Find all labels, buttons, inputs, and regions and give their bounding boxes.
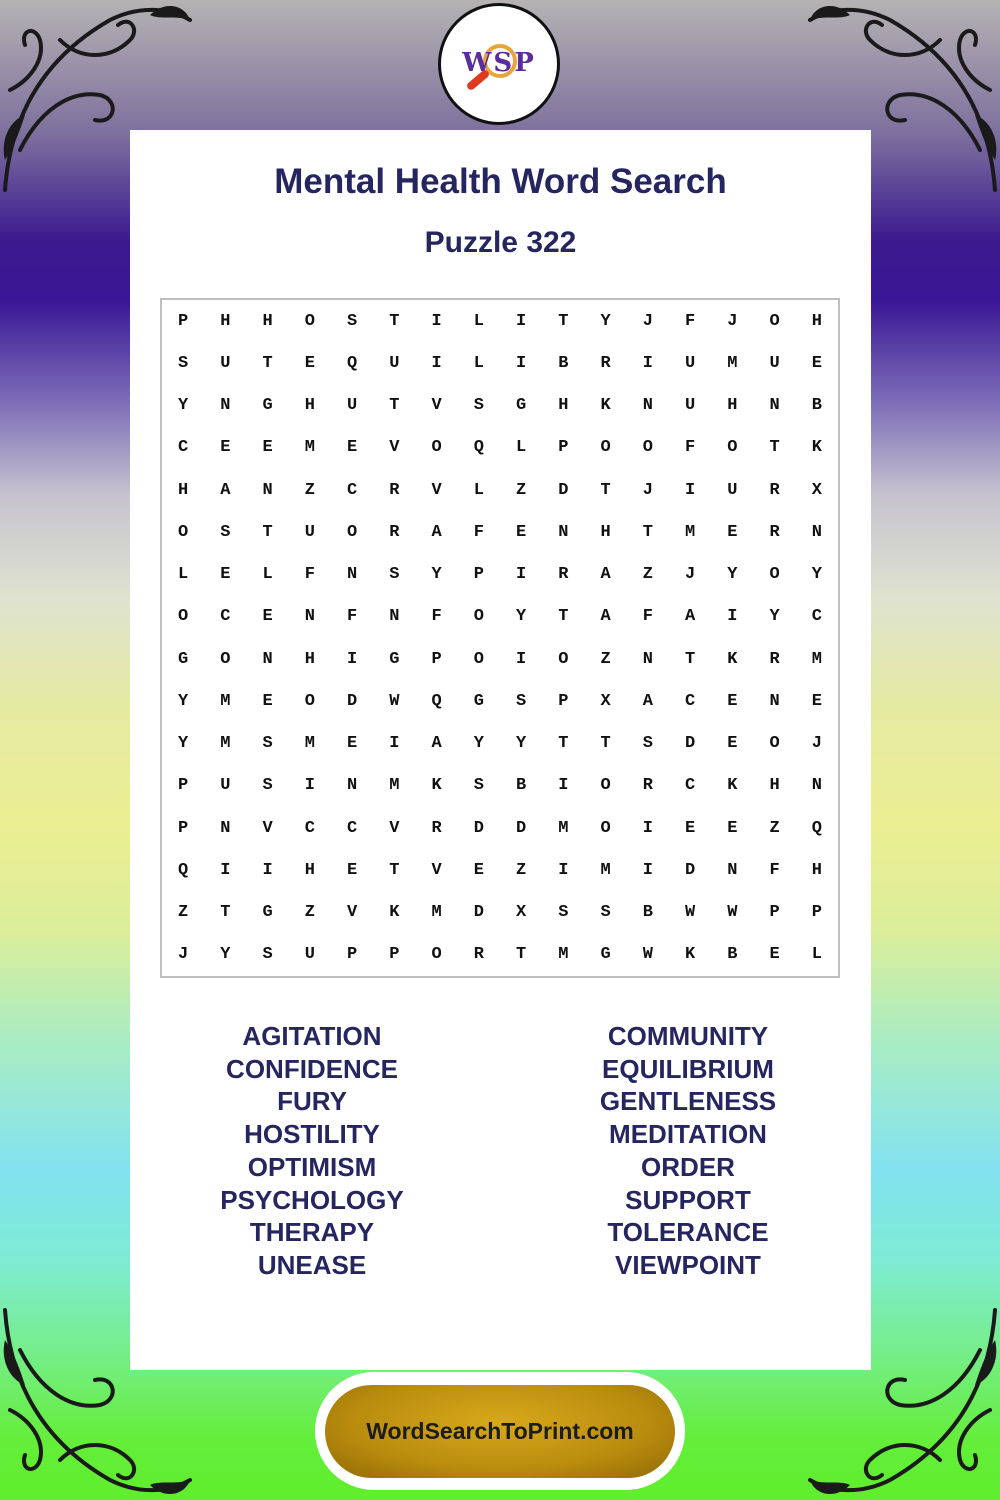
grid-cell[interactable]: J <box>811 734 822 754</box>
grid-cell[interactable]: P <box>347 945 358 965</box>
grid-cell[interactable]: U <box>769 353 780 373</box>
grid-cell[interactable]: U <box>304 522 315 542</box>
word-list-item: VIEWPOINT <box>615 1249 761 1280</box>
grid-cell[interactable]: W <box>727 903 738 923</box>
grid-cell[interactable]: P <box>178 818 189 838</box>
grid-cell[interactable]: G <box>178 649 189 669</box>
grid-cell[interactable]: E <box>727 522 738 542</box>
word-list-item: UNEASE <box>257 1249 367 1280</box>
grid-cell[interactable]: O <box>727 438 738 458</box>
grid-cell[interactable]: H <box>262 311 273 331</box>
grid-cell[interactable]: E <box>347 438 358 458</box>
grid-cell[interactable]: R <box>389 480 400 500</box>
grid-cell[interactable]: O <box>431 438 442 458</box>
word-list-item: MEDITATION <box>609 1119 767 1150</box>
grid-cell[interactable]: B <box>811 396 822 416</box>
grid-cell[interactable]: Q <box>178 860 189 880</box>
grid-cell[interactable]: F <box>769 860 780 880</box>
grid-cell[interactable]: Z <box>178 903 189 923</box>
grid-cell[interactable]: N <box>769 691 780 711</box>
grid-cell[interactable]: S <box>220 522 231 542</box>
grid-cell[interactable]: F <box>347 607 358 627</box>
grid-cell[interactable]: E <box>220 438 231 458</box>
grid-cell[interactable]: V <box>389 818 400 838</box>
grid-cell[interactable]: M <box>220 734 231 754</box>
grid-cell[interactable]: H <box>811 311 822 331</box>
grid-cell[interactable]: L <box>473 311 484 331</box>
grid-cell[interactable]: L <box>178 565 189 585</box>
word-list-item: AGITATION <box>242 1021 382 1051</box>
word-list-item: FURY <box>277 1086 347 1117</box>
grid-cell[interactable]: Q <box>811 818 822 838</box>
grid-cell[interactable]: H <box>178 480 189 500</box>
grid-cell[interactable]: Z <box>642 565 653 585</box>
grid-cell[interactable]: I <box>220 860 231 880</box>
grid-cell[interactable]: T <box>389 396 400 416</box>
grid-cell[interactable]: O <box>304 311 315 331</box>
grid-cell[interactable]: O <box>600 818 611 838</box>
grid-cell[interactable]: J <box>178 945 189 965</box>
grid-cell[interactable]: S <box>516 691 527 711</box>
grid-cell[interactable]: S <box>262 734 273 754</box>
grid-cell[interactable]: V <box>262 818 273 838</box>
grid-cell[interactable]: M <box>685 522 696 542</box>
grid-cell[interactable]: H <box>304 396 315 416</box>
grid-cell[interactable]: I <box>642 860 653 880</box>
grid-cell[interactable]: D <box>473 903 484 923</box>
grid-cell[interactable]: J <box>685 565 696 585</box>
grid-cell[interactable]: T <box>262 522 273 542</box>
grid-cell[interactable]: K <box>600 396 611 416</box>
grid-cell[interactable]: Z <box>516 480 527 500</box>
grid-cell[interactable]: O <box>473 607 484 627</box>
grid-cell[interactable]: H <box>304 860 315 880</box>
grid-cell[interactable]: T <box>558 311 569 331</box>
grid-cell[interactable]: Q <box>347 353 358 373</box>
grid-cell[interactable]: C <box>220 607 231 627</box>
grid-cell[interactable]: O <box>769 311 780 331</box>
grid-cell[interactable]: E <box>769 945 780 965</box>
grid-cell[interactable]: I <box>431 353 442 373</box>
grid-cell[interactable]: M <box>304 734 315 754</box>
grid-cell[interactable]: O <box>178 607 189 627</box>
grid-cell[interactable]: T <box>558 607 569 627</box>
grid-cell[interactable]: E <box>727 691 738 711</box>
grid-cell[interactable]: S <box>473 396 484 416</box>
grid-cell[interactable]: A <box>220 480 231 500</box>
grid-cell[interactable]: C <box>811 607 822 627</box>
grid-cell[interactable]: I <box>516 311 527 331</box>
grid-cell[interactable]: B <box>516 776 527 796</box>
word-search-grid[interactable] <box>160 298 840 978</box>
grid-cell[interactable]: Z <box>516 860 527 880</box>
grid-cell[interactable]: O <box>431 945 442 965</box>
word-list-left <box>162 1020 462 1282</box>
grid-cell[interactable]: U <box>304 945 315 965</box>
grid-cell[interactable]: O <box>642 438 653 458</box>
grid-cell[interactable]: R <box>389 522 400 542</box>
grid-cell[interactable]: T <box>642 522 653 542</box>
grid-cell[interactable]: M <box>431 903 442 923</box>
grid-cell[interactable]: M <box>558 945 569 965</box>
grid-cell[interactable]: N <box>262 480 273 500</box>
grid-cell[interactable]: U <box>220 776 231 796</box>
grid-cell[interactable]: Y <box>178 734 189 754</box>
grid-cell[interactable]: S <box>600 903 611 923</box>
grid-cell[interactable]: G <box>262 903 273 923</box>
grid-cell[interactable]: M <box>600 860 611 880</box>
grid-cell[interactable]: F <box>642 607 653 627</box>
grid-cell[interactable]: I <box>516 353 527 373</box>
grid-cell[interactable]: S <box>178 353 189 373</box>
grid-cell[interactable]: I <box>516 649 527 669</box>
grid-cell[interactable]: S <box>558 903 569 923</box>
grid-cell[interactable]: N <box>220 396 231 416</box>
puzzle-number: Puzzle 322 <box>424 226 577 259</box>
grid-cell[interactable]: S <box>473 776 484 796</box>
grid-cell[interactable]: F <box>685 311 696 331</box>
grid-cell[interactable]: N <box>220 818 231 838</box>
grid-cell[interactable]: D <box>516 818 527 838</box>
grid-cell[interactable]: X <box>811 480 822 500</box>
grid-cell[interactable]: L <box>473 353 484 373</box>
word-list-item: CONFIDENCE <box>226 1053 398 1084</box>
grid-cell[interactable]: O <box>769 734 780 754</box>
grid-cell[interactable]: Z <box>769 818 780 838</box>
grid-cell[interactable]: Y <box>178 396 189 416</box>
grid-cell[interactable]: R <box>769 522 780 542</box>
grid-cell[interactable]: P <box>178 311 189 331</box>
grid-cell[interactable]: R <box>600 353 611 373</box>
grid-cell[interactable]: P <box>558 691 569 711</box>
grid-cell[interactable]: E <box>473 860 484 880</box>
grid-cell[interactable]: H <box>727 396 738 416</box>
grid-cell[interactable]: T <box>769 438 780 458</box>
grid-cell[interactable]: I <box>304 776 315 796</box>
grid-cell[interactable]: M <box>727 353 738 373</box>
word-list-right <box>538 1020 838 1282</box>
grid-cell[interactable]: Y <box>811 565 822 585</box>
grid-cell[interactable]: C <box>304 818 315 838</box>
grid-cell[interactable]: Y <box>516 734 527 754</box>
grid-cell[interactable]: O <box>558 649 569 669</box>
grid-cell[interactable]: P <box>389 945 400 965</box>
grid-cell[interactable]: K <box>431 776 442 796</box>
grid-cell[interactable]: R <box>642 776 653 796</box>
grid-cell[interactable]: M <box>304 438 315 458</box>
grid-cell[interactable]: D <box>685 734 696 754</box>
grid-cell[interactable]: P <box>811 903 822 923</box>
grid-cell[interactable]: W <box>685 903 696 923</box>
grid-cell[interactable]: K <box>685 945 696 965</box>
grid-cell[interactable]: P <box>431 649 442 669</box>
grid-cell[interactable]: E <box>262 607 273 627</box>
grid-cell[interactable]: S <box>347 311 358 331</box>
grid-cell[interactable]: E <box>262 691 273 711</box>
grid-cell[interactable]: P <box>769 903 780 923</box>
grid-cell[interactable]: E <box>347 734 358 754</box>
grid-cell[interactable]: V <box>431 860 442 880</box>
grid-cell[interactable]: P <box>558 438 569 458</box>
grid-cell[interactable]: E <box>727 734 738 754</box>
grid-cell[interactable]: I <box>431 311 442 331</box>
grid-cell[interactable]: G <box>516 396 527 416</box>
grid-cell[interactable]: O <box>304 691 315 711</box>
grid-cell[interactable]: T <box>220 903 231 923</box>
grid-cell[interactable]: N <box>642 649 653 669</box>
word-list-item: TOLERANCE <box>607 1217 769 1248</box>
grid-cell[interactable]: A <box>431 734 442 754</box>
grid-cell[interactable]: E <box>685 818 696 838</box>
grid-cell[interactable]: I <box>685 480 696 500</box>
grid-cell[interactable]: O <box>347 522 358 542</box>
grid-cell[interactable]: T <box>600 734 611 754</box>
grid-cell[interactable]: D <box>558 480 569 500</box>
grid-cell[interactable]: I <box>347 649 358 669</box>
grid-cell[interactable]: I <box>389 734 400 754</box>
grid-cell[interactable]: S <box>262 945 273 965</box>
grid-cell[interactable]: Z <box>304 480 315 500</box>
grid-cell[interactable]: N <box>811 776 822 796</box>
grid-cell[interactable]: B <box>727 945 738 965</box>
grid-cell[interactable]: L <box>262 565 273 585</box>
grid-cell[interactable]: T <box>389 311 400 331</box>
grid-cell[interactable]: C <box>685 776 696 796</box>
grid-cell[interactable]: X <box>600 691 611 711</box>
grid-cell[interactable]: Y <box>178 691 189 711</box>
grid-cell[interactable]: Y <box>431 565 442 585</box>
grid-cell[interactable]: W <box>642 945 653 965</box>
footer-site-link[interactable]: WordSearchToPrint.com <box>325 1385 675 1478</box>
word-list-item: PSYCHOLOGY <box>220 1184 404 1215</box>
grid-cell[interactable]: X <box>516 903 527 923</box>
grid-cell[interactable]: G <box>262 396 273 416</box>
grid-cell[interactable]: R <box>769 649 780 669</box>
grid-cell[interactable]: M <box>220 691 231 711</box>
grid-cell[interactable]: N <box>769 396 780 416</box>
grid-cell[interactable]: N <box>262 649 273 669</box>
grid-cell[interactable]: Y <box>516 607 527 627</box>
grid-cell[interactable]: T <box>600 480 611 500</box>
grid-cell[interactable]: U <box>727 480 738 500</box>
word-list-item: HOSTILITY <box>244 1119 380 1150</box>
grid-cell[interactable]: L <box>811 945 822 965</box>
grid-cell[interactable]: J <box>642 311 653 331</box>
grid-cell[interactable]: E <box>811 691 822 711</box>
grid-cell[interactable]: C <box>347 480 358 500</box>
grid-cell[interactable]: R <box>431 818 442 838</box>
grid-cell[interactable]: O <box>600 438 611 458</box>
grid-cell[interactable]: I <box>642 818 653 838</box>
grid-cell[interactable]: L <box>516 438 527 458</box>
grid-cell[interactable]: E <box>727 818 738 838</box>
grid-cell[interactable]: E <box>262 438 273 458</box>
grid-cell[interactable]: S <box>642 734 653 754</box>
grid-cell[interactable]: N <box>347 565 358 585</box>
grid-cell[interactable]: R <box>769 480 780 500</box>
grid-cell[interactable]: U <box>685 353 696 373</box>
grid-cell[interactable]: D <box>685 860 696 880</box>
grid-cell[interactable]: T <box>389 860 400 880</box>
grid-cell[interactable]: G <box>473 691 484 711</box>
grid-cell[interactable]: U <box>220 353 231 373</box>
grid-cell[interactable]: V <box>431 396 442 416</box>
grid-cell[interactable]: H <box>304 649 315 669</box>
grid-cell[interactable]: J <box>642 480 653 500</box>
grid-cell[interactable]: F <box>473 522 484 542</box>
grid-cell[interactable]: I <box>642 353 653 373</box>
grid-cell[interactable]: F <box>304 565 315 585</box>
grid-cell[interactable]: A <box>642 691 653 711</box>
grid-cell[interactable]: M <box>558 818 569 838</box>
grid-cell[interactable]: I <box>558 860 569 880</box>
grid-cell[interactable]: E <box>220 565 231 585</box>
grid-cell[interactable]: N <box>558 522 569 542</box>
grid-cell[interactable]: B <box>558 353 569 373</box>
grid-cell[interactable]: G <box>600 945 611 965</box>
grid-cell[interactable]: T <box>685 649 696 669</box>
grid-cell[interactable]: H <box>769 776 780 796</box>
grid-cell[interactable]: V <box>389 438 400 458</box>
grid-cell[interactable]: F <box>685 438 696 458</box>
word-list-item: SUPPORT <box>625 1184 751 1215</box>
grid-cell[interactable]: E <box>304 353 315 373</box>
grid-cell[interactable]: I <box>262 860 273 880</box>
grid-cell[interactable]: R <box>473 945 484 965</box>
grid-cell[interactable]: F <box>431 607 442 627</box>
grid-cell[interactable]: C <box>685 691 696 711</box>
grid-cell[interactable]: H <box>220 311 231 331</box>
grid-cell[interactable]: C <box>347 818 358 838</box>
grid-cell[interactable]: L <box>473 480 484 500</box>
grid-cell[interactable]: T <box>558 734 569 754</box>
grid-cell[interactable]: U <box>685 396 696 416</box>
grid-cell[interactable]: P <box>178 776 189 796</box>
grid-cell[interactable]: P <box>473 565 484 585</box>
grid-cell[interactable]: M <box>389 776 400 796</box>
grid-cell[interactable]: G <box>389 649 400 669</box>
word-list-item: COMMUNITY <box>607 1021 769 1051</box>
grid-cell[interactable]: I <box>516 565 527 585</box>
grid-cell[interactable]: Z <box>304 903 315 923</box>
grid-cell[interactable]: I <box>727 607 738 627</box>
grid-cell[interactable]: O <box>178 522 189 542</box>
grid-cell[interactable]: A <box>685 607 696 627</box>
grid-cell[interactable]: S <box>262 776 273 796</box>
grid-cell[interactable]: Y <box>727 565 738 585</box>
grid-cell[interactable]: O <box>769 565 780 585</box>
grid-cell[interactable]: A <box>431 522 442 542</box>
grid-cell[interactable]: Z <box>600 649 611 669</box>
grid-cell[interactable]: C <box>178 438 189 458</box>
grid-cell[interactable]: Q <box>473 438 484 458</box>
grid-cell[interactable]: Q <box>431 691 442 711</box>
grid-cell[interactable]: D <box>473 818 484 838</box>
grid-cell[interactable]: H <box>558 396 569 416</box>
grid-cell[interactable]: N <box>642 396 653 416</box>
grid-cell[interactable]: T <box>262 353 273 373</box>
grid-cell[interactable]: K <box>727 649 738 669</box>
grid-cell[interactable]: N <box>811 522 822 542</box>
word-list-item: THERAPY <box>249 1217 375 1248</box>
grid-cell[interactable]: A <box>600 607 611 627</box>
grid-cell[interactable]: H <box>600 522 611 542</box>
grid-cell[interactable]: J <box>727 311 738 331</box>
grid-cell[interactable]: O <box>473 649 484 669</box>
word-list-item: GENTLENESS <box>599 1086 777 1117</box>
grid-cell[interactable]: K <box>389 903 400 923</box>
grid-cell[interactable]: U <box>389 353 400 373</box>
grid-cell[interactable]: Y <box>769 607 780 627</box>
page-title: Mental Health Word Search <box>274 162 727 201</box>
grid-cell[interactable]: N <box>347 776 358 796</box>
grid-cell[interactable]: N <box>389 607 400 627</box>
grid-cell[interactable]: W <box>389 691 400 711</box>
grid-cell[interactable]: O <box>600 776 611 796</box>
grid-cell[interactable]: N <box>727 860 738 880</box>
grid-cell[interactable]: T <box>516 945 527 965</box>
grid-cell[interactable]: Y <box>600 311 611 331</box>
site-logo[interactable] <box>438 3 560 125</box>
grid-cell[interactable]: R <box>558 565 569 585</box>
logo-text: WSP <box>462 48 536 78</box>
grid-cell[interactable]: S <box>389 565 400 585</box>
grid-cell[interactable]: V <box>347 903 358 923</box>
grid-cell[interactable]: K <box>811 438 822 458</box>
grid-cell[interactable]: B <box>642 903 653 923</box>
grid-cell[interactable]: E <box>811 353 822 373</box>
grid-cell[interactable]: Y <box>220 945 231 965</box>
grid-cell[interactable]: Y <box>473 734 484 754</box>
grid-cell[interactable]: U <box>347 396 358 416</box>
grid-cell[interactable]: H <box>811 860 822 880</box>
grid-cell[interactable]: V <box>431 480 442 500</box>
grid-cell[interactable]: D <box>347 691 358 711</box>
word-list-item: EQUILIBRIUM <box>602 1053 774 1084</box>
grid-cell[interactable]: A <box>600 565 611 585</box>
grid-cell[interactable]: K <box>727 776 738 796</box>
grid-cell[interactable]: N <box>304 607 315 627</box>
grid-cell[interactable]: E <box>516 522 527 542</box>
grid-cell[interactable]: M <box>811 649 822 669</box>
grid-cell[interactable]: E <box>347 860 358 880</box>
grid-cell[interactable]: O <box>220 649 231 669</box>
grid-cell[interactable]: I <box>558 776 569 796</box>
word-list-item: ORDER <box>641 1151 735 1182</box>
word-list-item: OPTIMISM <box>247 1151 377 1182</box>
